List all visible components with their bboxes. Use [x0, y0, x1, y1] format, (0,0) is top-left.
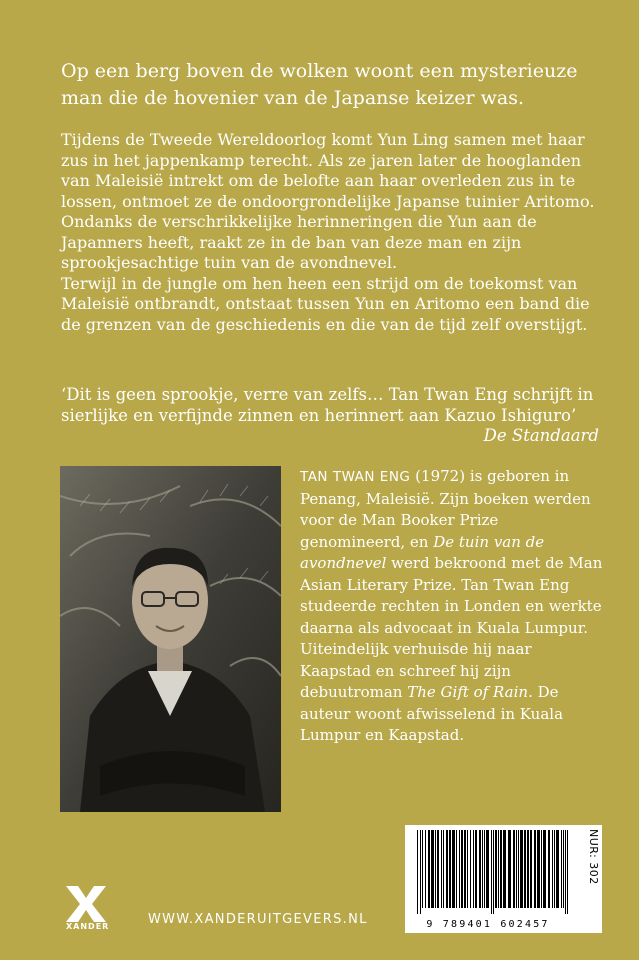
- barcode-bar: [518, 830, 519, 908]
- barcode-bar: [534, 830, 536, 908]
- synopsis-paragraph: Tijdens de Tweede Wereldoorlog komt Yun Ling samen met haar zus in het jappenkamp terecht. Als ze jaren later de hooglanden van Maleisië intrekt om de belofte aan haar overleden zus in te lossen, ontmoet ze de ondoorgrondelijke Japanse tuinier Aritomo.: [61, 130, 595, 211]
- bio-text-3: . De auteur woont afwisselend in Kuala Lumpur en Kaapstad.: [300, 683, 564, 744]
- barcode-bar: [422, 830, 423, 908]
- barcode-bar: [491, 830, 492, 914]
- barcode-bar: [443, 830, 444, 908]
- review-quote: ‘Dit is geen sprookje, verre van zelfs… Tan Twan Eng schrijft in sierlijke en verfijnde zinnen en herinnert aan Kazuo Ishiguro’: [61, 385, 594, 425]
- barcode-bar: [556, 830, 559, 908]
- isbn-digits: 9 789401 602457: [426, 919, 550, 930]
- bio-book-title-1: De tuin van de avondnevel: [300, 532, 545, 572]
- barcode-bar: [493, 830, 494, 914]
- review-source: De Standaard: [483, 426, 599, 445]
- intro-text: Op een berg boven de wolken woont een mysterieuze man die de hovenier van de Japanse keizer was.: [61, 60, 578, 109]
- synopsis-paragraph: Ondanks de verschrikkelijke herinneringen die Yun aan de Japanners heeft, raakt ze in de ban van deze man en zijn sprookjesachtige tuin van de avondnevel.: [61, 212, 537, 272]
- bio-text-2: werd bekroond met de Man Asian Literary Prize. Tan Twan Eng studeerde rechten in Londen en werkte daarna als advocaat in Kuala Lumpur. Uiteindelijk verhuisde hij naar Kaapstad en schreef hij zijn debuutroman: [300, 554, 603, 701]
- synopsis-paragraph: Terwijl in de jungle om hen heen een strijd om de toekomst van Maleisië ontbrandt, ontstaat tussen Yun en Aritomo een band die de grenzen van de geschiedenis en die van de tijd zelf overstijgt.: [61, 273, 590, 334]
- barcode-bar: [503, 830, 506, 908]
- barcode-bar: [479, 830, 481, 908]
- barcode-bar: [486, 830, 489, 908]
- barcode-bar: [441, 830, 442, 908]
- barcode-bar: [449, 830, 451, 908]
- barcode-bar: [420, 830, 421, 914]
- barcode-bar: [508, 830, 511, 908]
- nur-code: NUR: 302: [587, 829, 600, 885]
- barcode-bar: [516, 830, 517, 908]
- barcode-bar: [524, 830, 526, 908]
- barcode-bar: [456, 830, 457, 908]
- barcode-bar: [467, 830, 468, 908]
- barcode-bar: [470, 830, 471, 908]
- barcode-bar: [425, 830, 426, 908]
- barcode-bar: [567, 830, 568, 914]
- barcode-bar: [437, 830, 439, 908]
- bio-book-title-2: The Gift of Rain: [407, 683, 529, 701]
- publisher-website: WWW.XANDERUITGEVERS.NL: [148, 912, 368, 927]
- barcode-bar: [520, 830, 523, 908]
- barcode-bar: [495, 830, 497, 908]
- publisher-logo: [60, 882, 112, 934]
- barcode-bar: [459, 830, 460, 908]
- author-name: TAN TWAN ENG: [300, 469, 411, 485]
- barcode-bar: [537, 830, 540, 908]
- synopsis: [61, 130, 606, 335]
- barcode-bar: [473, 830, 474, 908]
- barcode-bar: [541, 830, 542, 908]
- barcode-bar: [464, 830, 466, 908]
- barcode-bar: [431, 830, 434, 908]
- barcode-bar: [548, 830, 550, 908]
- barcode-bar: [543, 830, 546, 908]
- barcode-bar: [561, 830, 562, 908]
- barcode-icon: [411, 828, 576, 923]
- barcode-bar: [500, 830, 502, 908]
- barcode-bar: [552, 830, 553, 908]
- publisher-logo-text: XANDER: [66, 922, 110, 931]
- barcode-bar: [565, 830, 566, 914]
- bio-text-1: (1972) is geboren in Penang, Maleisië. Zijn boeken werden voor de Man Booker Prize genomineerd, en: [300, 467, 591, 551]
- barcode-bar: [498, 830, 499, 908]
- author-photo-image: [60, 466, 281, 812]
- barcode-bar: [484, 830, 485, 908]
- barcode-bar: [554, 830, 555, 908]
- barcode-bar: [461, 830, 463, 908]
- barcode-bar: [417, 830, 418, 914]
- barcode-bar: [475, 830, 477, 908]
- author-photo: [60, 466, 281, 812]
- barcode-bar: [530, 830, 532, 908]
- barcode-bar: [446, 830, 448, 908]
- barcode-bar: [482, 830, 483, 908]
- barcode-bar: [513, 830, 515, 908]
- barcode-bar: [452, 830, 455, 908]
- barcode-bar: [428, 830, 430, 908]
- author-bio: [300, 466, 605, 747]
- barcode-bar: [527, 830, 529, 908]
- barcode-bar: [435, 830, 436, 908]
- barcode-area: [405, 825, 602, 933]
- barcode-bar: [563, 830, 564, 908]
